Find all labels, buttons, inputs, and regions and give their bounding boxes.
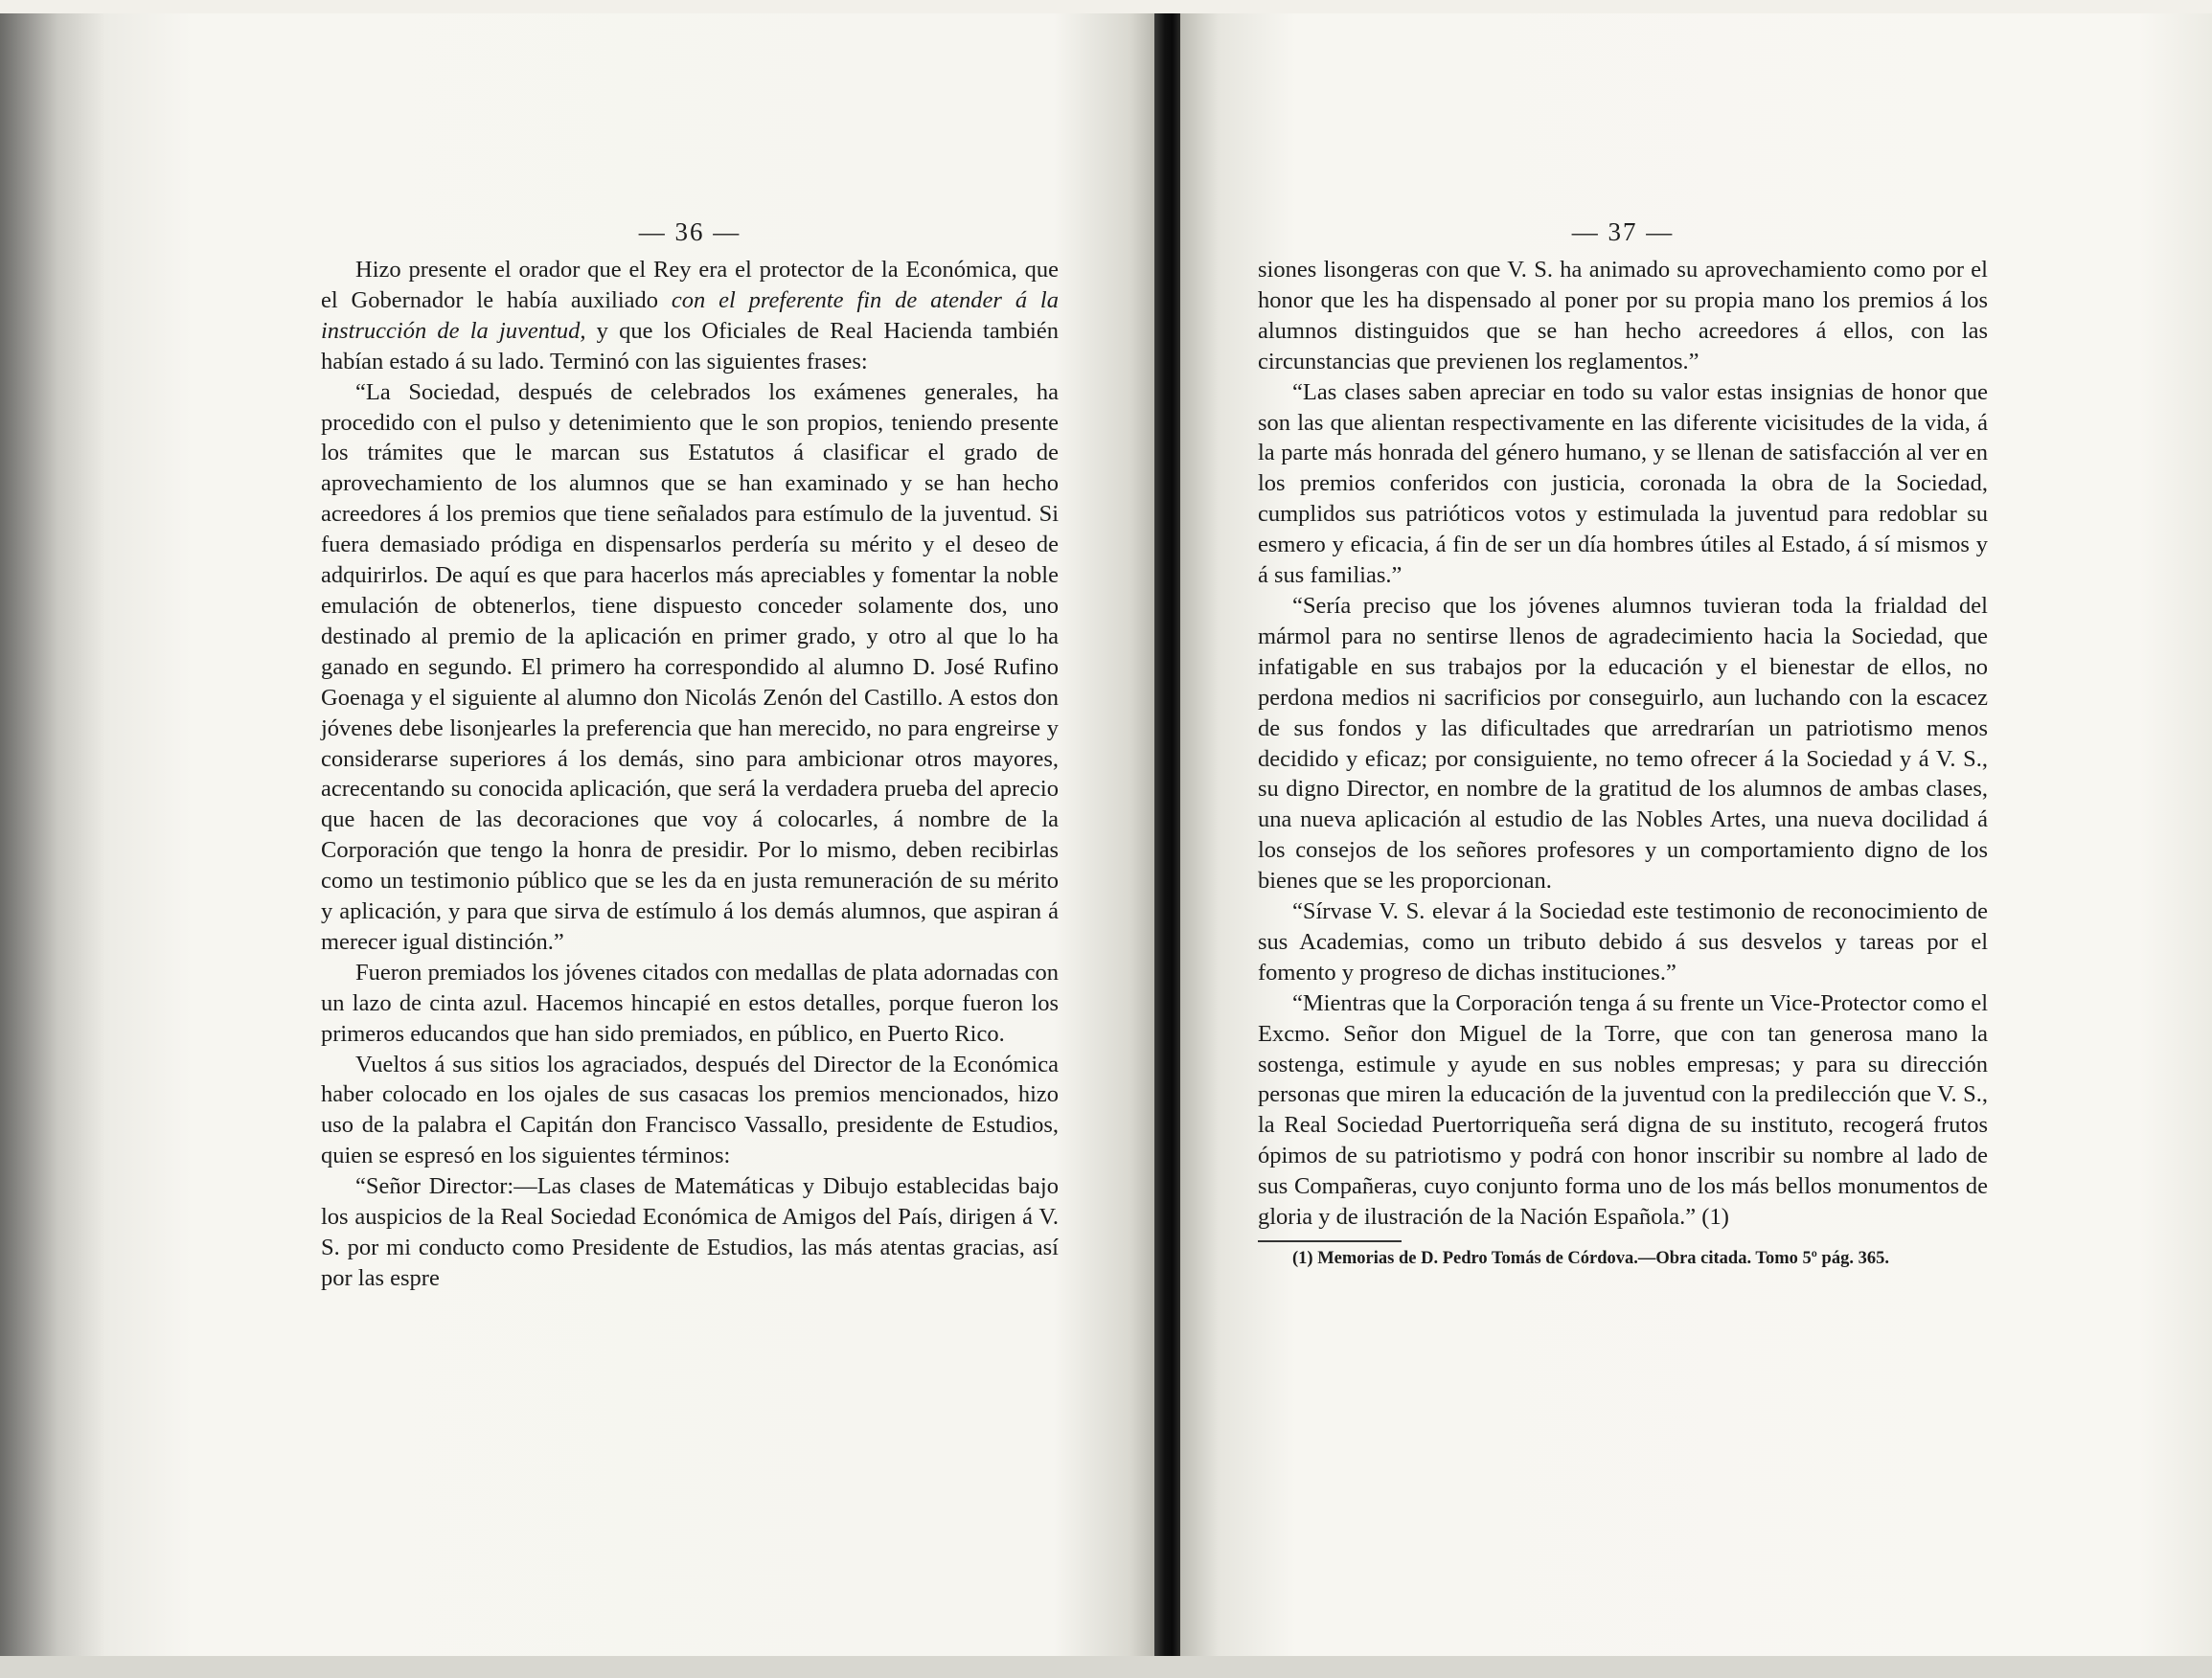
paragraph: [321, 958, 1059, 1050]
paragraph: [1258, 591, 1988, 896]
left-paragraphs: [321, 255, 1059, 1294]
paragraph-text: “Sería preciso que los jóvenes alumnos tuvieran toda la frialdad del mármol para no sentirse llenos de agradecimiento hacia la Sociedad, que infatigable en sus trabajos por la educación y el bienestar de ellos, no perdona medios ni sacrificios por conseguirlo, aun luchando con la escacez de sus fondos y las dificultades que arredrarían un patriotismo menos decidido y eficaz; por consiguiente, no temo ofrecer á la Sociedad y á V. S., su digno Director, en nombre de la gratitud de los alumnos de ambas clases, una nueva aplicación al estudio de las Nobles Artes, una nueva docilidad á los consejos de los señores profesores y un comportamiento digno de los bienes que se les proporcionan.: [1258, 592, 1988, 895]
paragraph-text: Hizo presente el orador que el Rey era el protector de la Económica, que el Gobernador le había auxiliado: [321, 257, 1059, 313]
paragraph-text: “Sírvase V. S. elevar á la Sociedad este testimonio de reconocimiento de sus Academias, como un tributo debido á sus desvelos y tareas por el fomento y progreso de dichas instituciones.”: [1258, 898, 1988, 986]
paragraph-text: Vueltos á sus sitios los agraciados, después del Director de la Económica haber colocado en los ojales de sus casacas los premios mencionados, hizo uso de la palabra el Capitán don Francisco Vassallo, presidente de Estudios, quien se espresó en los siguientes términos:: [321, 1051, 1059, 1169]
footnote: (1) Memorias de D. Pedro Tomás de Córdova.—Obra citada. Tomo 5º pág. 365.: [1292, 1249, 1889, 1268]
right-paragraphs: [1258, 255, 1988, 1233]
paragraph-text: Fueron premiados los jóvenes citados con medallas de plata adornadas con un lazo de cinta azul. Hacemos hincapié en estos detalles, porque fueron los primeros educandos que han sido premiados, en público, en Puerto Rico.: [321, 959, 1059, 1047]
paragraph-text: y que los Oficiales de Real Hacienda también habían estado á su lado. Terminó con las siguientes frases:: [321, 317, 1059, 374]
page-number-right: — 37 —: [1571, 217, 1675, 246]
paragraph: [1258, 255, 1988, 377]
left-text-block: [321, 213, 1059, 1294]
paragraph: [1258, 377, 1988, 591]
paragraph-text: “Mientras que la Corporación tenga á su frente un Vice-Protector como el Excmo. Señor don Miguel de la Torre, que con tan generosa mano la sostenga, estimule y ayude en sus nobles empresas; y para su dirección personas que miren la educación de la juventud con la predilección que V. S., la Real Sociedad Puertorriqueña será digna de su instituto, recogerá frutos ópimos de su patriotismo y podrá con honor inscribir su nombre al lado de sus Compañeras, cuyo conjunto forma uno de los más bellos monumentos de gloria y de ilustración de la Nación Española.” (1): [1258, 989, 1988, 1231]
paragraph-text: “Las clases saben apreciar en todo su valor estas insignias de honor que son las que alientan respectivamente en las diferente vicisitudes de la vida, á la parte más honrada del género humano, y se llenan de satisfacción al ver en los premios conferidos con justicia, coronada la obra de la Sociedad, cumplidos sus patrióticos votos y estimulada la juventud para redoblar su esmero y eficacia, á fin de ser un día hombres útiles al Estado, á sí mismos y á sus familias.”: [1258, 378, 1988, 589]
paragraph: [321, 377, 1059, 958]
paragraph-text: “Señor Director:—Las clases de Matemáticas y Dibujo establecidas bajo los auspicios de la Real Sociedad Económica de Amigos del País, dirigen á V. S. por mi conducto como Presidente de Estudios, las más atentas gracias, así por las espre: [321, 1173, 1059, 1291]
paragraph: [321, 1050, 1059, 1172]
paragraph: [321, 1171, 1059, 1294]
paragraph: [1258, 896, 1988, 988]
right-text-block: [1258, 213, 1988, 1270]
book-gutter: [1154, 13, 1180, 1656]
footnote-rule: [1258, 1240, 1402, 1242]
paragraph-text: siones lisongeras con que V. S. ha animado su aprovechamiento como por el honor que les ha dispensado al poner por su propia mano los premios á los alumnos distinguidos que se han hecho acreedores á ellos, con las circunstancias que previenen los reglamentos.”: [1258, 257, 1988, 374]
paragraph: [1258, 988, 1988, 1233]
italic-text: con el preferente fin de atender á la instrucción de la juventud,: [321, 286, 1059, 344]
scan-bottom-edge: [0, 1656, 2212, 1678]
page-number-left: — 36 —: [638, 217, 741, 246]
paragraph: [321, 255, 1059, 377]
paragraph-text: “La Sociedad, después de celebrados los exámenes generales, ha procedido con el pulso y detenimiento que le son propios, teniendo presente los trámites que le marcan sus Estatutos á clasificar el grado de aprovechamiento de los alumnos que se han examinado y se han hecho acreedores á los premios que tiene señalados para estímulo de la juventud. Si fuera demasiado pródiga en dispensarlos perdería su mérito y el deseo de adquirirlos. De aquí es que para hacerlos más apreciables y fomentar la noble emulación de obtenerlos, tiene dispuesto conceder solamente dos, uno destinado al premio de la aplicación en primer grado, y otro al que lo ha ganado en segundo. El primero ha correspondido al alumno D. José Rufino Goenaga y el siguiente al alumno don Nicolás Zenón del Castillo. A estos don jóvenes debe lisonjearles la preferencia que han merecido, no para engreirse y considerarse superiores á los demás, sino para ambicionar otros mayores, acrecentando su conocida aplicación, que será la verdadera prueba del aprecio que hacen de las decoraciones que voy á colocarles, á nombre de la Corporación que tengo la honra de presidir. Por lo mismo, deben recibirlas como un testimonio público que se les da en justa remuneración de su mérito y aplicación, y para que sirva de estímulo á los demás alumnos, que aspiran á merecer igual distinción.”: [321, 378, 1059, 955]
